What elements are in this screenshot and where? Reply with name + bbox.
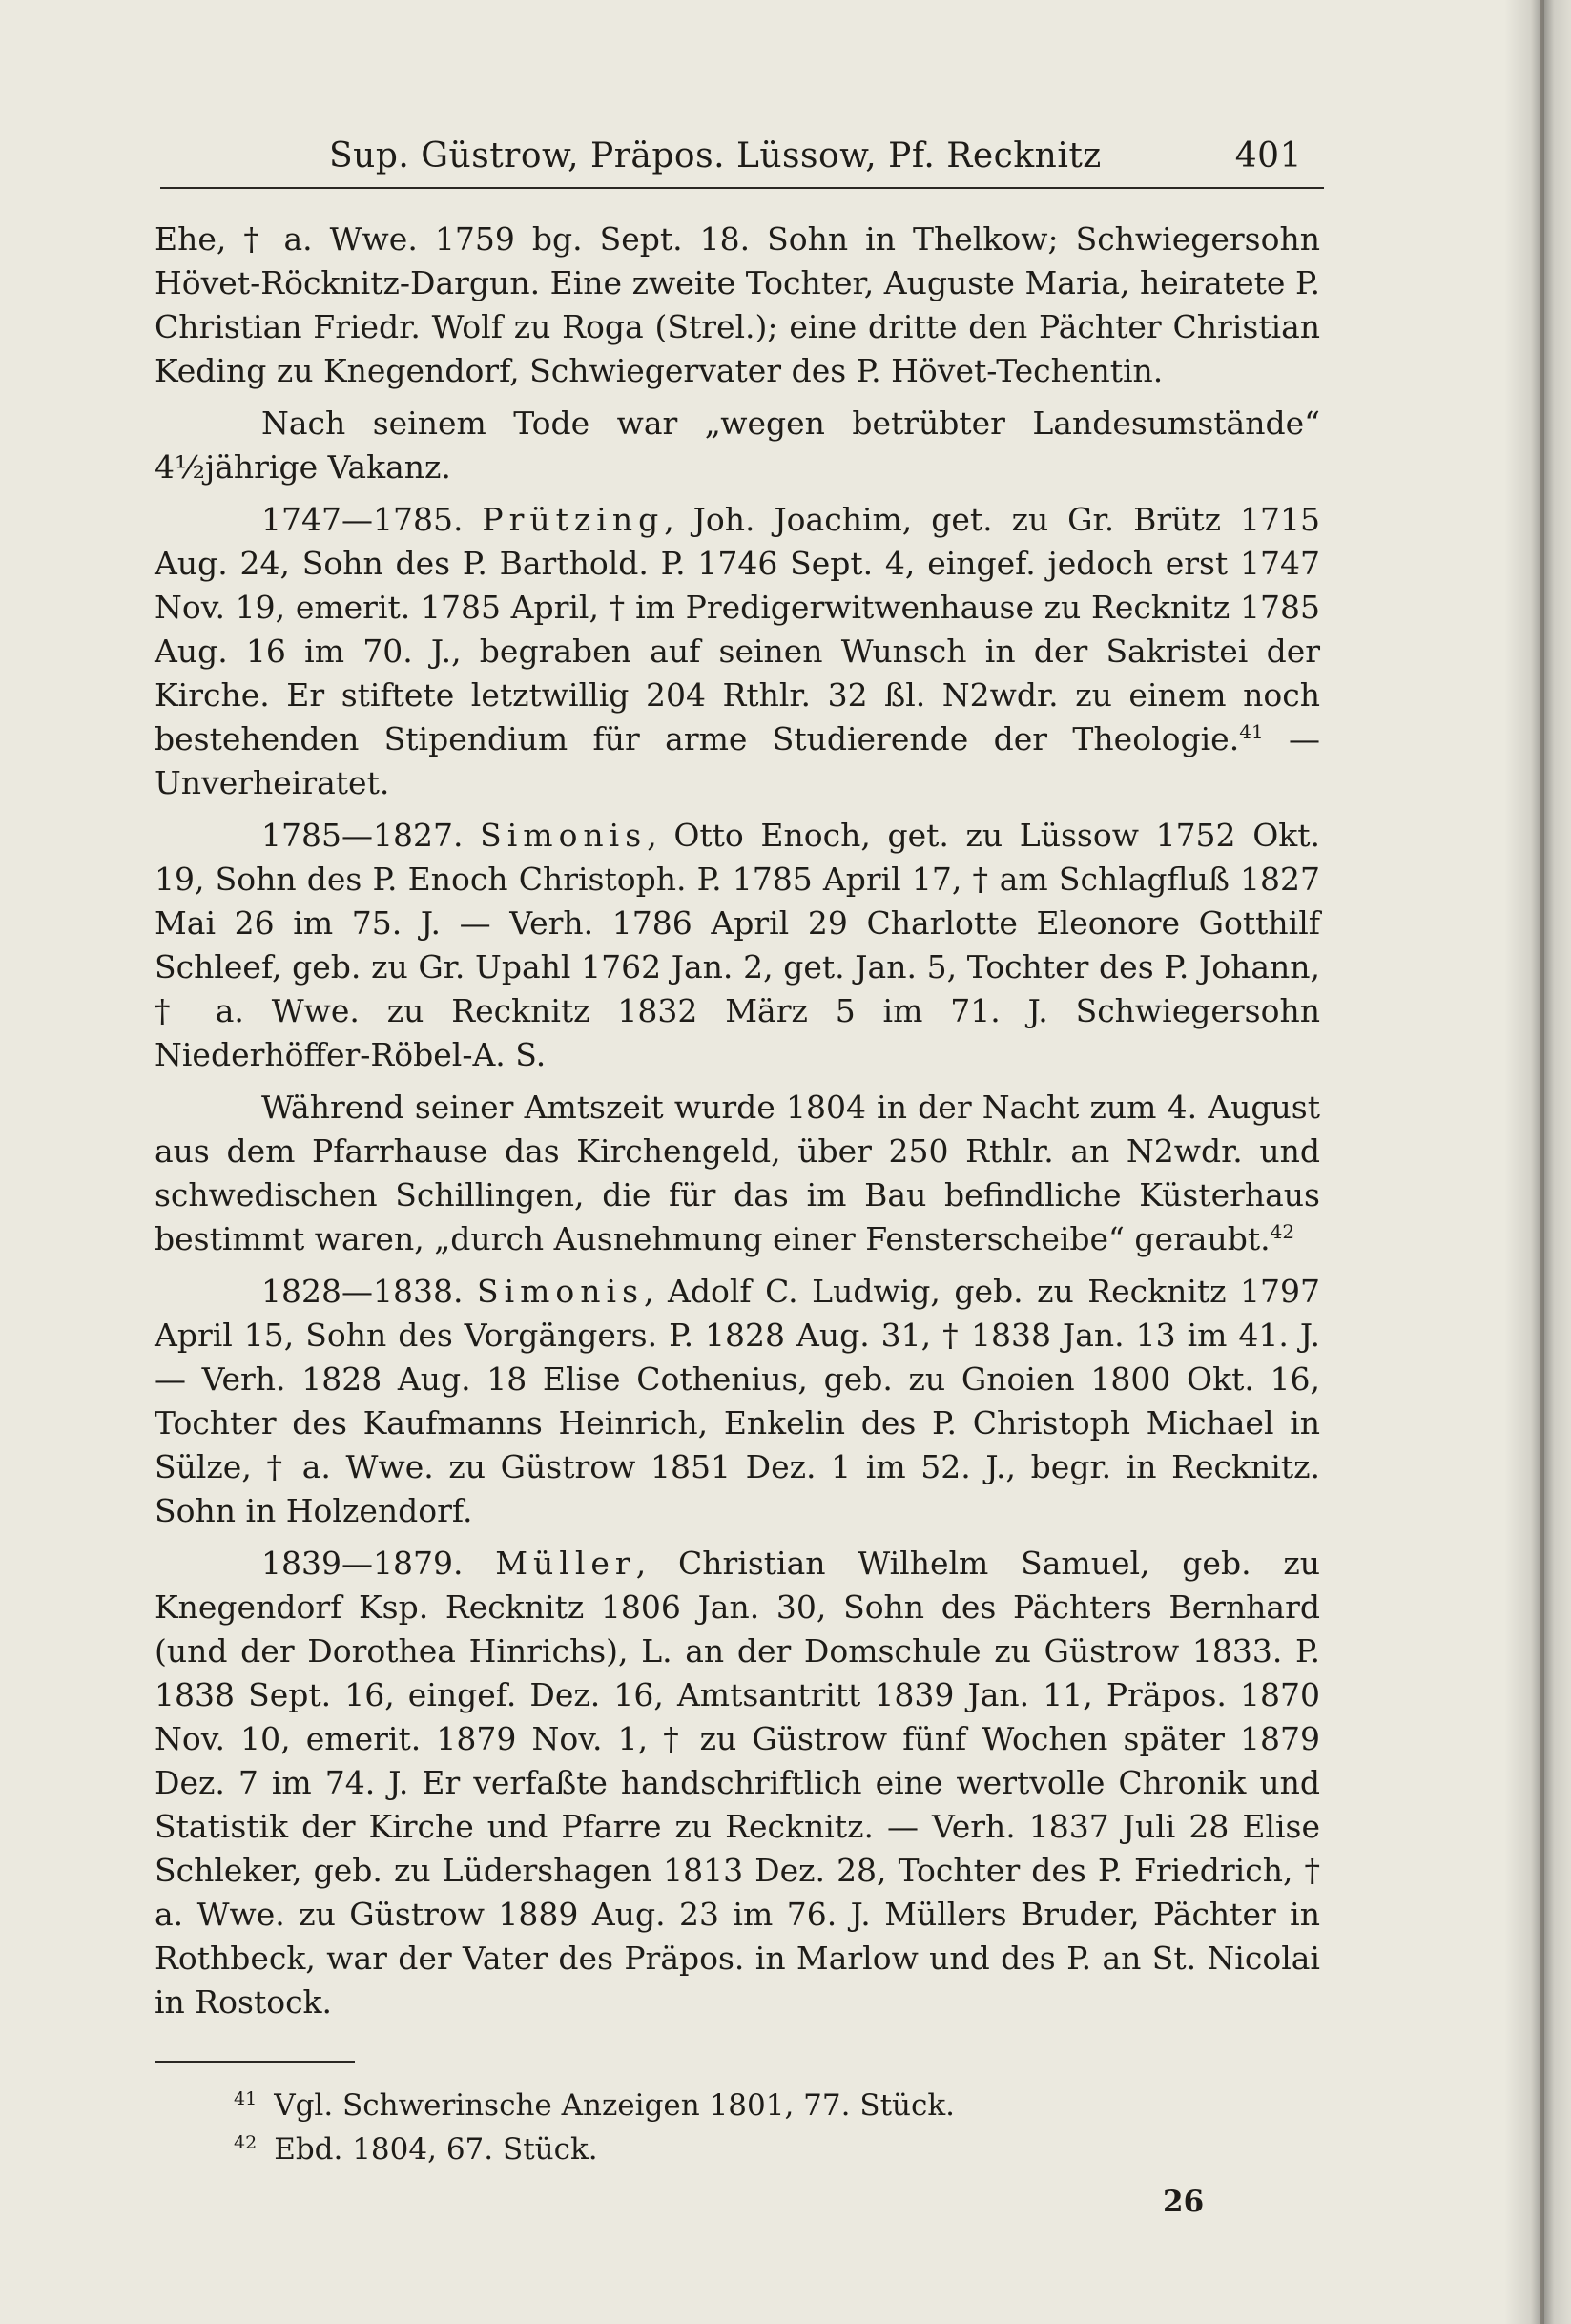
page-edge-line xyxy=(1540,0,1544,2324)
header-rule xyxy=(160,187,1324,189)
footnote-number: 41 xyxy=(234,2087,258,2109)
entry-pruetzing xyxy=(155,498,1320,805)
footnotes xyxy=(234,2084,1283,2171)
paragraph-robbery xyxy=(155,1086,1320,1261)
footnote-rule xyxy=(155,2061,355,2063)
footnote-text: Ebd. 1804, 67. Stück. xyxy=(274,2132,598,2167)
running-head-title: Sup. Güstrow, Präpos. Lüssow, Pf. Recknitz xyxy=(329,136,1102,176)
entry-body: , Otto Enoch, get. zu Lüssow 1752 Okt. 19, Sohn des P. Enoch Christoph. P. 1785 April 17, † am Schlagfluß 1827 Mai 26 im 75. J. — Verh. 1786 April 29 Charlotte Eleonore Gotthilf Schleef, geb. zu Gr. Upahl 1762 Jan. 2, get. Jan. 5, Tochter des P. Johann, † a. Wwe. zu Recknitz 1832 März 5 im 71. J. Schwiegersohn Niederhöffer-Röbel-A. S. xyxy=(155,817,1320,1073)
page-gutter-shadow xyxy=(1504,0,1571,2324)
entry-mueller xyxy=(155,1542,1320,2024)
footnote-ref-41[interactable]: 41 xyxy=(1239,720,1264,743)
paragraph-continuation: Ehe, † a. Wwe. 1759 bg. Sept. 18. Sohn in Thelkow; Schwiegersohn Hövet-Röcknitz-Dargun. Eine zweite Tochter, Auguste Maria, heiratete P. Christian Friedr. Wolf zu Roga (Strel.); eine dritte den Pächter Christian Keding zu Knegendorf, Schwiegervater des P. Hövet-Techentin. xyxy=(155,220,1320,389)
footnote-ref-42[interactable]: 42 xyxy=(1270,1220,1295,1243)
entry-simonis-adolf xyxy=(155,1270,1320,1533)
entry-tail: — Unverheiratet. xyxy=(155,720,1320,801)
signature-mark: 26 xyxy=(1163,2185,1205,2219)
entry-body: , Christian Wilhelm Samuel, geb. zu Knegendorf Ksp. Recknitz 1806 Jan. 30, Sohn des Pächters Bernhard (und der Dorothea Hinrichs), L. an der Domschule zu Güstrow 1833. P. 1838 Sept. 16, eingef. Dez. 16, Amtsantritt 1839 Jan. 11, Präpos. 1870 Nov. 10, emerit. 1879 Nov. 1, † zu Güstrow fünf Wochen später 1879 Dez. 7 im 74. J. Er verfaßte handschriftlich eine wertvolle Chronik und Statistik der Kirche und Pfarre zu Recknitz. — Verh. 1837 Juli 28 Elise Schleker, geb. zu Lüdershagen 1813 Dez. 28, Tochter des P. Friedrich, † a. Wwe. zu Güstrow 1889 Aug. 23 im 76. J. Müllers Bruder, Pächter in Rothbeck, war der Vater des Präpos. in Marlow und des P. an St. Nicolai in Rostock. xyxy=(155,1545,1320,2021)
body-text xyxy=(155,218,1320,2033)
entry-simonis-otto xyxy=(155,814,1320,1077)
entry-name: Prützing xyxy=(482,501,665,538)
footnote-42 xyxy=(234,2127,1283,2171)
running-head xyxy=(329,136,1302,176)
page-number: 401 xyxy=(1234,136,1302,176)
entry-body: , Adolf C. Ludwig, geb. zu Recknitz 1797 April 15, Sohn des Vorgängers. P. 1828 Aug. 31, † 1838 Jan. 13 im 41. J. — Verh. 1828 Aug. 18 Elise Cothenius, geb. zu Gnoien 1800 Okt. 16, Tochter des Kaufmanns Heinrich, Enkelin des P. Christoph Michael in Sülze, † a. Wwe. zu Güstrow 1851 Dez. 1 im 52. J., begr. in Recknitz. Sohn in Holzendorf. xyxy=(155,1273,1320,1529)
entry-date: 1839—1879. xyxy=(261,1545,464,1582)
entry-name: Simonis xyxy=(480,817,648,854)
entry-date: 1747—1785. xyxy=(261,501,464,538)
footnote-41 xyxy=(234,2084,1283,2127)
entry-date: 1828—1838. xyxy=(261,1273,464,1310)
paragraph-body: Während seiner Amtszeit wurde 1804 in der Nacht zum 4. August aus dem Pfarrhause das Kirchengeld, über 250 Rthlr. an N2wdr. und schwedischen Schillingen, die für das im Bau befindliche Küsterhaus bestimmt waren, „durch Ausnehmung einer Fensterscheibe“ geraubt. xyxy=(155,1089,1320,1257)
entry-body: , Joh. Joachim, get. zu Gr. Brütz 1715 Aug. 24, Sohn des P. Barthold. P. 1746 Sept. 4, eingef. jedoch erst 1747 Nov. 19, emerit. 1785 April, † im Predigerwitwenhause zu Recknitz 1785 Aug. 16 im 70. J., begraben auf seinen Wunsch in der Sakristei der Kirche. Er stiftete letztwillig 204 Rthlr. 32 ßl. N2wdr. zu einem noch bestehenden Stipendium für arme Studierende der Theologie. xyxy=(155,501,1320,757)
entry-date: 1785—1827. xyxy=(261,817,464,854)
entry-name: Simonis xyxy=(476,1273,645,1310)
paragraph-vacancy: Nach seinem Tode war „wegen betrübter Landesumstände“ 4½jährige Vakanz. xyxy=(155,405,1320,486)
footnote-number: 42 xyxy=(234,2131,258,2153)
entry-name: Müller xyxy=(495,1545,636,1582)
footnote-text: Vgl. Schwerinsche Anzeigen 1801, 77. Stück. xyxy=(274,2088,955,2123)
